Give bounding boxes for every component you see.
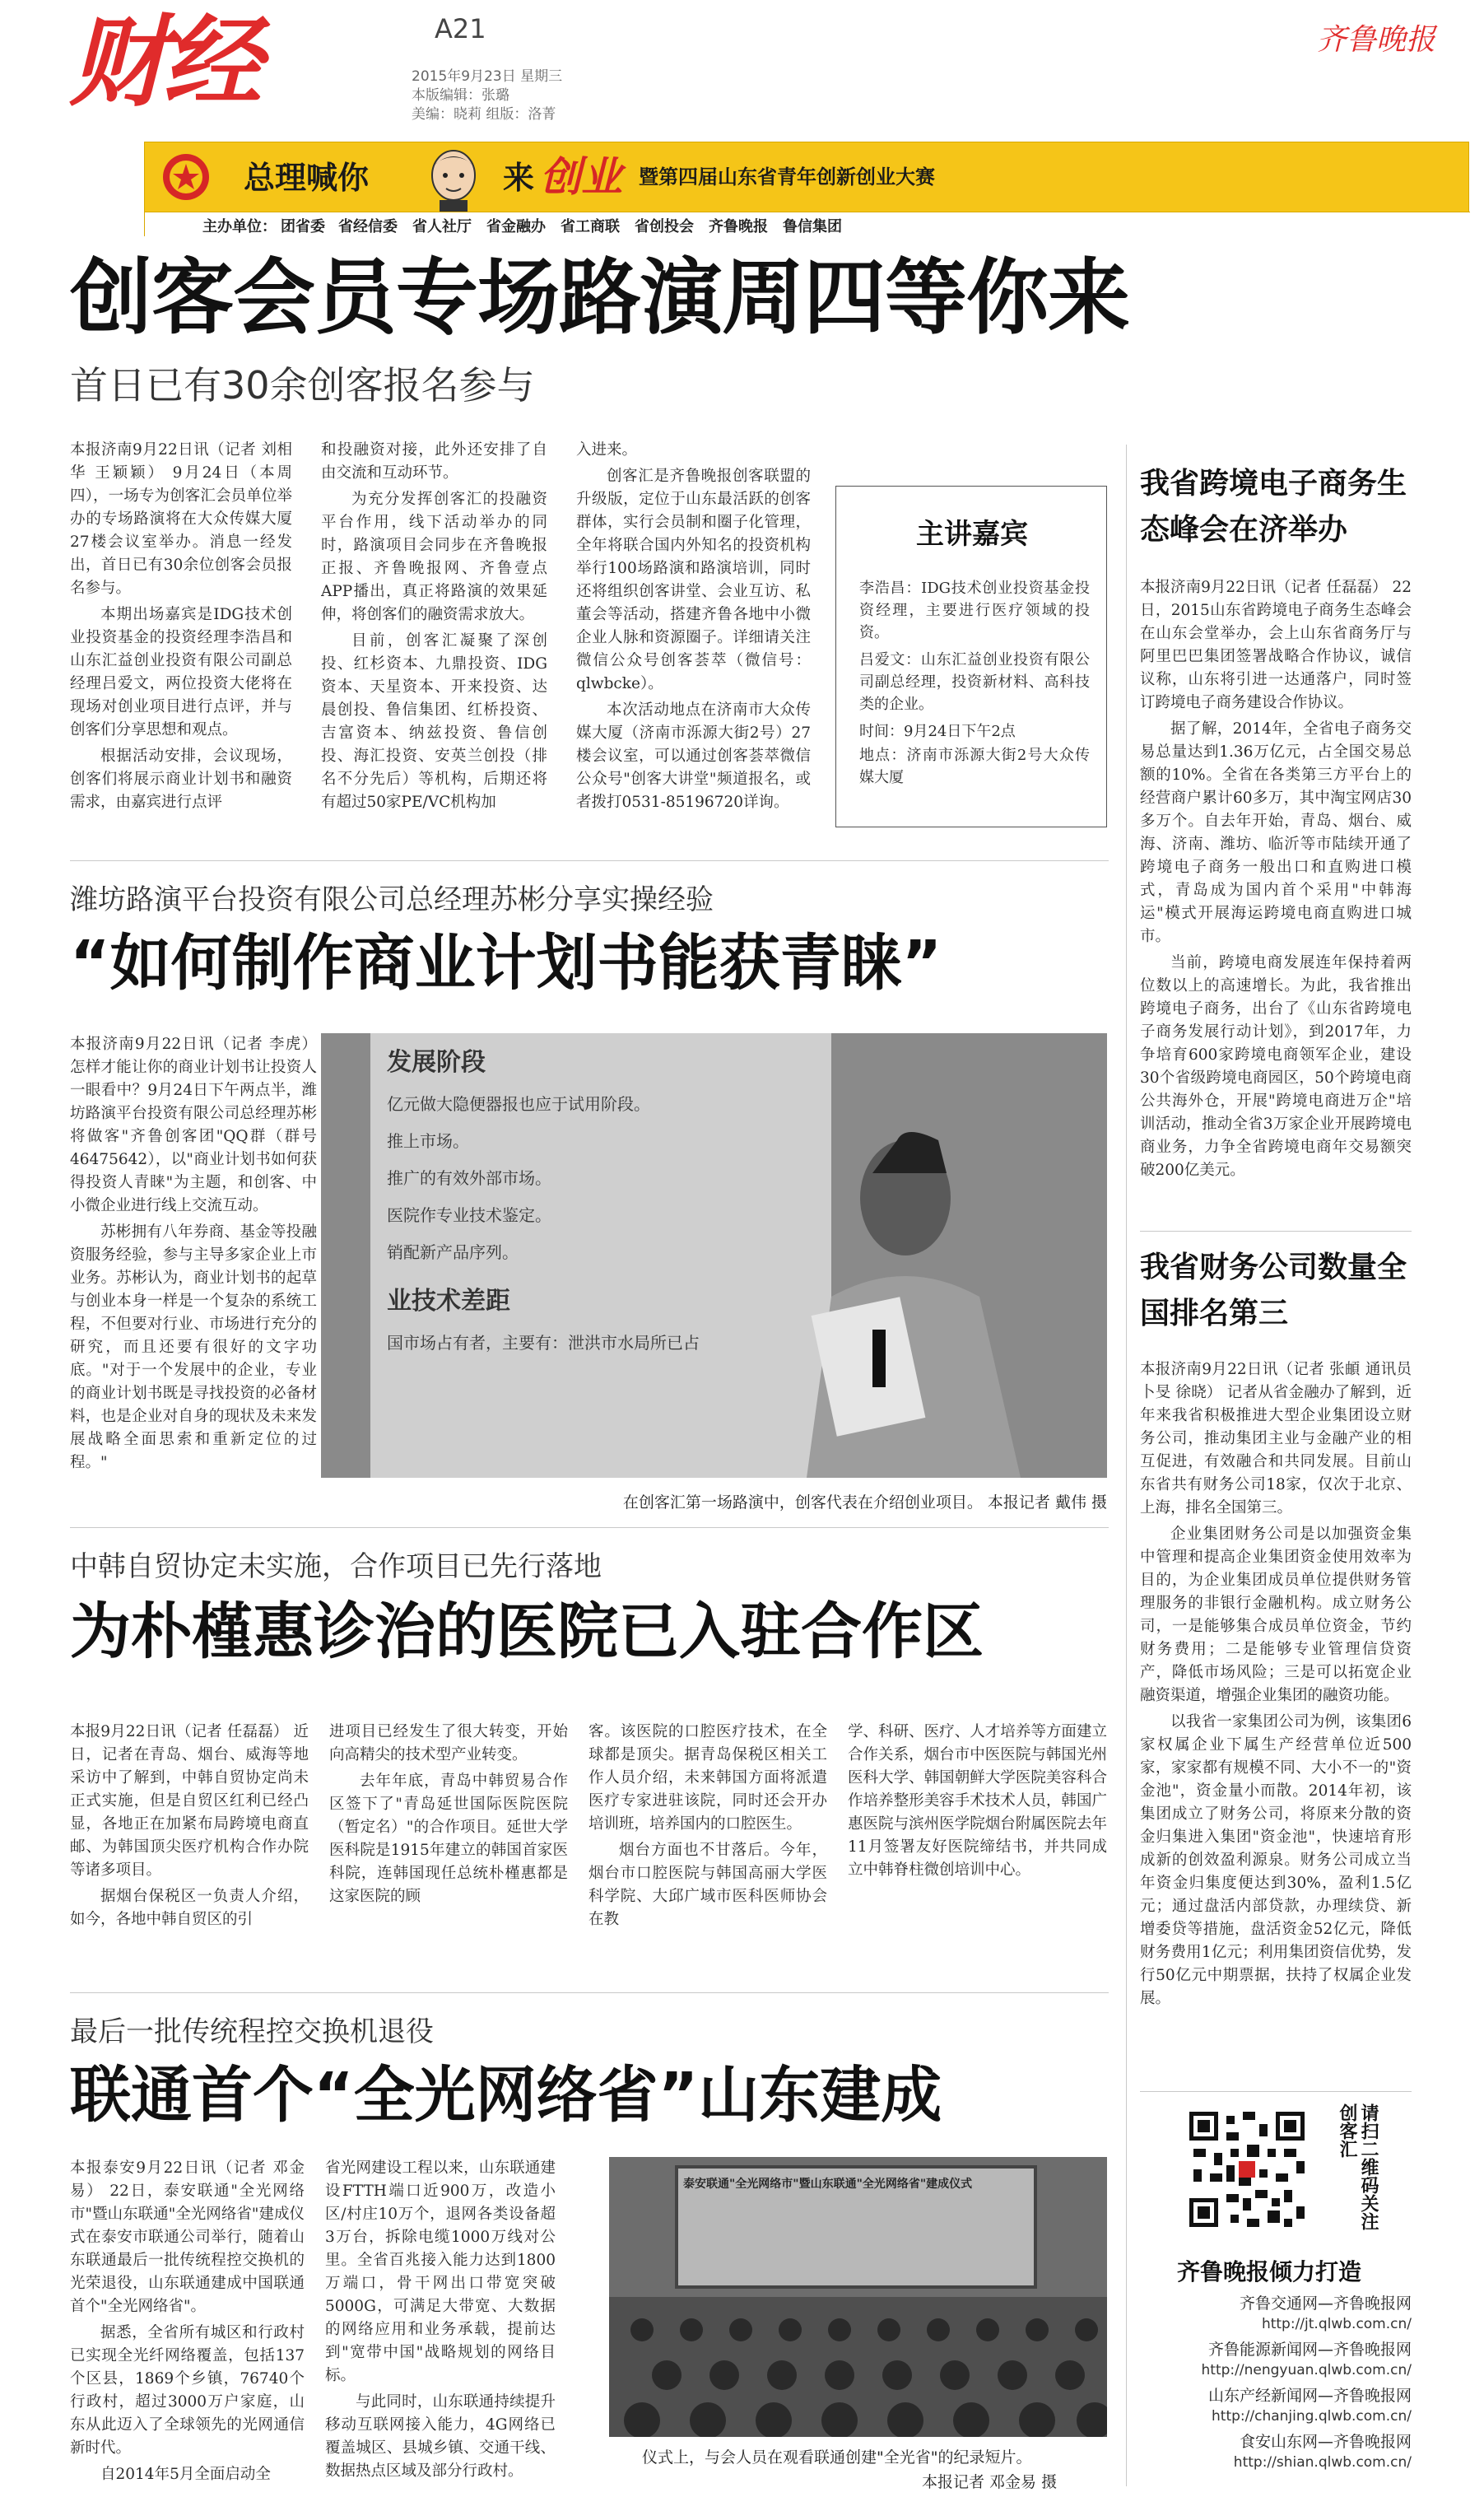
article4-column-1 xyxy=(70,2157,305,2495)
article4-column-2 xyxy=(325,2157,556,2495)
article2-headline: “如何制作商业计划书能获青睐” xyxy=(70,928,942,999)
paper-name: 齐鲁晚报 xyxy=(1317,23,1436,57)
photo-credit: 本报记者 邓金易 摄 xyxy=(922,2473,1058,2491)
paragraph: 去年年底，青岛中韩贸易合作区签下了"青岛延世国际医院医院（暂定名）"的合作项目。延世大学医科院是1915年建立的韩国首家医科院，连韩国现任总统朴槿惠都是这家医院的顾 xyxy=(329,1773,568,1905)
emblem-icon xyxy=(160,151,212,203)
article3-kicker: 中韩自贸协定未实施，合作项目已先行落地 xyxy=(70,1550,602,1583)
audience-icon xyxy=(609,2297,1107,2437)
site-name: 山东产经新闻网—齐鲁晚报网 xyxy=(1207,2387,1412,2405)
slide-text: 业技术差距 xyxy=(387,1287,510,1316)
paragraph: 本报泰安9月22日讯（记者 邓金易） 22日，泰安联通"全光网络市"暨山东联通"全光网络省"建成仪式在泰安市联通公司举行，随着山东联通最后一批传统程控交换机的光荣退役，山东联通建成中国联通首个"全光网络省"。 xyxy=(70,2159,305,2315)
paragraph: 本次活动地点在济南市大众传媒大厦（济南市泺源大街2号）27楼会议室，可以通过创客荟萃微信公众号"创客大讲堂"频道报名，或者拨打0531-85196720详询。 xyxy=(576,701,811,811)
side2-headline: 我省财务公司数量全国排名第三 xyxy=(1140,1251,1407,1330)
article4-kicker: 最后一批传统程控交换机退役 xyxy=(70,2015,434,2048)
paragraph: 企业集团财务公司是以加强资金集中管理和提高企业集团资金使用效率为目的，为企业集团成员单位提供财务管理服务的非银行金融机构。成立财务公司，一是能够集合成员单位资金，节约财务费用；二是能够专业管理信贷资产，降低市场风险；三是可以拓宽企业融资渠道，增强企业集团的融资功能。 xyxy=(1140,1526,1412,1704)
stage-screen-title: 泰安联通"全光网络市"暨山东联通"全光网络省"建成仪式 xyxy=(683,2178,973,2191)
paragraph: 苏彬拥有八年券商、基金等投融资服务经验，参与主导多家企业上市业务。苏彬认为，商业计划书的起草与创业本身一样是一个复杂的系统工程，不但要对行业、市场进行充分的研究，而且还要有很好的文字功底。"对于一个发展中的企业，专业的商业计划书既是寻找投资的必备材料，也是企业对自身的现状及未来发展战略全面思索和重新定位的过程。" xyxy=(70,1223,317,1471)
paragraph: 据了解，2014年，全省电子商务交易总量达到1.36万亿元，占全国交易总额的10%。全省在各类第三方平台上的经营商户累计60多万，其中淘宝网店30多万个。自去年开始，青岛、烟台、威海、济南、潍坊、临沂等市陆续开通了跨境电子商务一般出口和直购进口模式，青岛成为国内首个采用"中韩海运"模式开展海运跨境电商直购进口城市。 xyxy=(1140,720,1412,945)
article3-column-1 xyxy=(70,1721,309,1976)
stage-screen xyxy=(675,2165,1037,2289)
site-name: 食安山东网—齐鲁晚报网 xyxy=(1239,2433,1412,2451)
article3-column-3 xyxy=(588,1721,827,1976)
sponsor-item: 鲁信集团 xyxy=(783,218,842,235)
article3-headline: 为朴槿惠诊治的医院已入驻合作区 xyxy=(70,1596,984,1667)
side1-headline: 我省跨境电子商务生态峰会在济举办 xyxy=(1140,467,1407,547)
article2-body xyxy=(70,1033,317,1494)
site-url[interactable]: http://jt.qlwb.com.cn/ xyxy=(1261,2316,1412,2332)
article3-column-2 xyxy=(329,1721,568,1976)
paragraph: 与此同时，山东联通持续提升移动互联网接入能力，4G网络已覆盖城区、县城乡镇、交通干线、数据热点区域及部分行政村。 xyxy=(325,2393,556,2480)
issue-date: 2015年9月23日 星期三 xyxy=(412,68,563,85)
article1-column-1 xyxy=(70,439,292,838)
paragraph: 本报9月22日讯（记者 任磊磊） 近日，记者在青岛、烟台、威海等地采访中了解到，中韩自贸协定尚未正式实施，但是自贸区红利已经凸显，各地正在加紧布局跨境电商直邮、为韩国顶尖医疗机构合作办院等诸多项目。 xyxy=(70,1723,309,1879)
article1-column-3 xyxy=(576,439,811,838)
portrait-cartoon-icon xyxy=(416,146,491,212)
sponsor-item: 团省委 xyxy=(281,218,325,235)
article1-subhead: 首日已有30余创客报名参与 xyxy=(70,363,535,408)
slide-text: 推广的有效外部市场。 xyxy=(387,1168,551,1188)
paragraph: 本报济南9月22日讯（记者 张頔 通讯员 卜旻 徐晓） 记者从省金融办了解到，近年来我省积极推进大型企业集团设立财务公司，推动集团主业与金融产业的相互促进，有效融合和共同发展。目前山东省共有财务公司18家，仅次于北京、上海，排名全国第三。 xyxy=(1140,1361,1412,1516)
sponsor-item: 省工商联 xyxy=(561,218,620,235)
paragraph: 烟台方面也不甘落后。今年，烟台市口腔医院与韩国高丽大学医科学院、大邱广域市医科医师协会在教 xyxy=(588,1842,827,1928)
paragraph: 根据活动安排，会议现场，创客们将展示商业计划书和融资需求，由嘉宾进行点评 xyxy=(70,748,292,811)
paragraph: 自2014年5月全面启动全 xyxy=(100,2466,271,2483)
section-divider xyxy=(70,1527,1109,1528)
site-list xyxy=(1148,2293,1412,2472)
masthead xyxy=(0,0,1484,140)
site-name: 齐鲁交通网—齐鲁晚报网 xyxy=(1239,2294,1412,2313)
paragraph: 为充分发挥创客汇的投融资平台作用，线下活动举办的同时，路演项目会同步在齐鲁晚报正报、齐鲁晚报网、齐鲁壹点APP播出，真正将路演的效果延伸，将创客们的融资需求放大。 xyxy=(321,491,547,623)
editor-line: 本版编辑：张璐 xyxy=(412,87,509,104)
paragraph: 据烟台保税区一负责人介绍，如今，各地中韩自贸区的引 xyxy=(70,1888,309,1928)
article3-column-4 xyxy=(848,1721,1107,1976)
paragraph: 省光网建设工程以来，山东联通建设FTTH端口近900万，改造小区/村庄10万个，退网各类设备超3万台，拆除电缆1000万线对公里。全省百兆接入能力达到1800万端口，骨干网出口带宽突破5000G，可满足大带宽、大数据的网络应用和业务承载，提前达到"宽带中国"战略规划的网络目标。 xyxy=(325,2159,556,2384)
paragraph: 本报济南9月22日讯（记者 李虎） 怎样才能让你的商业计划书让投资人一眼看中？9月24日下午两点半，潍坊路演平台投资有限公司总经理苏彬将做客"齐鲁创客团"QQ群（群号46475642），以"商业计划书如何获得投资人青睐"为主题，和创客、中小微企业进行线上交流互动。 xyxy=(70,1036,317,1214)
sponsor-item: 省经信委 xyxy=(338,218,398,235)
paragraph: 客。该医院的口腔医疗技术，在全球都是顶尖。据青岛保税区相关工作人员介绍，未来韩国方面将派遣医疗专家进驻该院，同时还会开办培训班，培养国内的口腔医生。 xyxy=(588,1723,827,1833)
slide-text: 亿元做大隐便器报也应于试用阶段。 xyxy=(387,1094,650,1114)
paragraph: 和投融资对接，此外还安排了自由交流和互动环节。 xyxy=(321,441,547,482)
slide-text: 发展阶段 xyxy=(387,1048,486,1077)
speakers-box-title: 主讲嘉宾 xyxy=(916,518,1028,551)
banner-slogan-mid: 来 xyxy=(503,160,535,196)
speakers-box xyxy=(835,486,1107,827)
banner-subtitle: 暨第四届山东省青年创新创业大赛 xyxy=(639,165,935,189)
site-url[interactable]: http://shian.qlwb.com.cn/ xyxy=(1233,2454,1412,2471)
qr-code[interactable] xyxy=(1185,2108,1309,2231)
sponsor-row xyxy=(145,212,1470,236)
section-title: 财经 xyxy=(69,6,257,120)
speaker-item: 李浩昌：IDG技术创业投资基金投资经理，主要进行医疗领域的投资。 xyxy=(859,580,1090,641)
article1-column-2 xyxy=(321,439,547,838)
qr-label: 请扫二维码关注创客汇 xyxy=(1337,2103,1379,2230)
paragraph: 本期出场嘉宾是IDG技术创业投资基金的投资经理李浩昌和山东汇益创业投资有限公司副总经理吕爱文，两位投资大佬将在现场对创业项目进行点评，并与创客们分享思想和观点。 xyxy=(70,606,292,738)
section-divider xyxy=(1140,2091,1412,2092)
sponsor-label: 主办单位： xyxy=(202,218,277,235)
speaker-figure-icon xyxy=(749,1083,1045,1478)
page-number: A21 xyxy=(435,13,486,44)
sponsor-item: 省创投会 xyxy=(635,218,694,235)
sponsor-item: 省人社厅 xyxy=(412,218,472,235)
section-divider xyxy=(1140,1231,1412,1232)
side1-body xyxy=(1140,576,1412,1235)
paragraph: 创客汇是齐鲁晚报创客联盟的升级版，定位于山东最活跃的创客群体，实行会员制和圈子化管理，全年将联合国内外知名的投资机构举行100场路演和路演培训，同时还将组织创客讲堂、会业互访、私董会等活动，搭建齐鲁各地中小微企业人脉和资源圈子。详细请关注微信公众号创客荟萃（微信号：qlwbcke）。 xyxy=(576,468,811,692)
side2-body xyxy=(1140,1358,1412,2083)
event-place: 地点：济南市泺源大街2号大众传媒大厦 xyxy=(859,747,1090,786)
paragraph: 目前，创客汇凝聚了深创投、红杉资本、九鼎投资、IDG资本、天星资本、开来投资、达晨创投、鲁信集团、红桥投资、吉富资本、纳兹投资、鲁信创投、海汇投资、安英兰创投（排名不分先后）等机构，后期还将有超过50家PE/VC机构加 xyxy=(321,632,547,811)
paragraph: 据悉，全省所有城区和行政村已实现全光纤网络覆盖，包括137个区县，1869个乡镇，76740个行政村，超过3000万户家庭，山东从此迈入了全球领先的光网通信新时代。 xyxy=(70,2324,305,2457)
design-line: 美编：晓莉 组版：洛菁 xyxy=(412,106,556,123)
paragraph: 本报济南9月22日讯（记者 任磊磊） 22日，2015山东省跨境电子商务生态峰会在山东会堂举办，会上山东省商务厅与阿里巴巴集团签署战略合作协议，诚信议称，山东将引进一达通落户，同时签订跨境电子商务建设合作协议。 xyxy=(1140,579,1412,711)
promo-tagline: 齐鲁晚报倾力打造 xyxy=(1177,2258,1362,2285)
slide-text: 销配新产品序列。 xyxy=(387,1242,519,1262)
section-divider xyxy=(70,860,1109,861)
speakers-box-body xyxy=(859,577,1090,824)
sponsor-item: 省金融办 xyxy=(486,218,546,235)
column-divider xyxy=(1126,445,1127,2486)
campaign-banner xyxy=(144,142,1469,236)
qr-code-icon xyxy=(1185,2108,1309,2231)
paragraph: 进项目已经发生了很大转变，开始向高精尖的技术型产业转变。 xyxy=(329,1723,568,1763)
article2-kicker: 潍坊路演平台投资有限公司总经理苏彬分享实操经验 xyxy=(70,883,714,916)
banner-slogan-left: 总理喊你 xyxy=(244,160,370,196)
site-name: 齐鲁能源新闻网—齐鲁晚报网 xyxy=(1207,2341,1412,2359)
article1-headline: 创客会员专场路演周四等你来 xyxy=(70,249,1129,346)
site-url[interactable]: http://chanjing.qlwb.com.cn/ xyxy=(1212,2408,1412,2425)
site-url[interactable]: http://nengyuan.qlwb.com.cn/ xyxy=(1201,2362,1412,2378)
speaker-item: 吕爱文：山东汇益创业投资有限公司副总经理，投资新材料、高科技类的企业。 xyxy=(859,651,1090,713)
article4-headline: 联通首个“全光网络省”山东建成 xyxy=(70,2060,942,2131)
photo-caption: 在创客汇第一场路演中，创客代表在介绍创业项目。 本报记者 戴伟 摄 xyxy=(622,1493,1107,1512)
banner-slogan-calligraphy: 创业 xyxy=(540,152,622,201)
sponsor-item: 齐鲁晚报 xyxy=(709,218,768,235)
paragraph: 学、科研、医疗、人才培养等方面建立合作关系，烟台市中医医院与韩国光州医科大学、韩国朝鲜大学医院美容科合作培养整形美容手术技术人员，韩国广惠医院与滨州医学院烟台附属医院去年11月签署友好医院缔结书，并共同成立中韩脊柱微创培训中心。 xyxy=(848,1723,1107,1879)
section-divider xyxy=(70,1992,1109,1993)
slide-text: 国市场占有者，主要有：泄洪市水局所已占 xyxy=(387,1333,700,1353)
paragraph: 当前，跨境电商发展连年保持着两位数以上的高速增长。为此，我省推出跨境电子商务，出台了《山东省跨境电子商务发展行动计划》，到2017年，力争培育600家跨境电商领军企业，建设30个省级跨境电商园区，50个跨境电商公共海外仓，开展"跨境电商进万企"培训活动，推动全省3万家企业开展跨境电商业务，力争全省跨境电商年交易额突破200亿美元。 xyxy=(1140,954,1412,1179)
paragraph: 入进来。 xyxy=(576,441,638,459)
photo-caption: 仪式上，与会人员在观看联通创建"全光省"的纪录短片。 xyxy=(642,2448,1032,2467)
event-time: 时间：9月24日下午2点 xyxy=(859,723,1016,740)
paragraph: 以我省一家集团公司为例，该集团6家权属企业下属生产经营单位近500家，家家都有规模不同、大小不一的"资金池"，资金量小而散。2014年初，该集团成立了财务公司，将原来分散的资金归集进入集团"资金池"，快速培育形成新的创效盈利源泉。财务公司成立当年资金归集度便达到30%，盈利1.5亿元；通过盘活内部贷款，办理续贷、新增委贷等措施，盘活资金52亿元，降低财务费用1亿元；利用集团资信优势，发行50亿元中期票据，扶持了权属企业发展。 xyxy=(1140,1713,1412,2007)
slide-text: 医院作专业技术鉴定。 xyxy=(387,1205,551,1225)
ceremony-photo xyxy=(609,2157,1107,2437)
slide-text: 推上市场。 xyxy=(387,1131,469,1151)
roadshow-photo xyxy=(321,1033,1107,1478)
paragraph: 本报济南9月22日讯（记者 刘相华 王颖颖） 9月24日（本周四），一场专为创客汇会员单位举办的专场路演将在大众传媒大厦27楼会议室举办。消息一经发出，首日已有30余位创客会员报名参与。 xyxy=(70,441,292,597)
